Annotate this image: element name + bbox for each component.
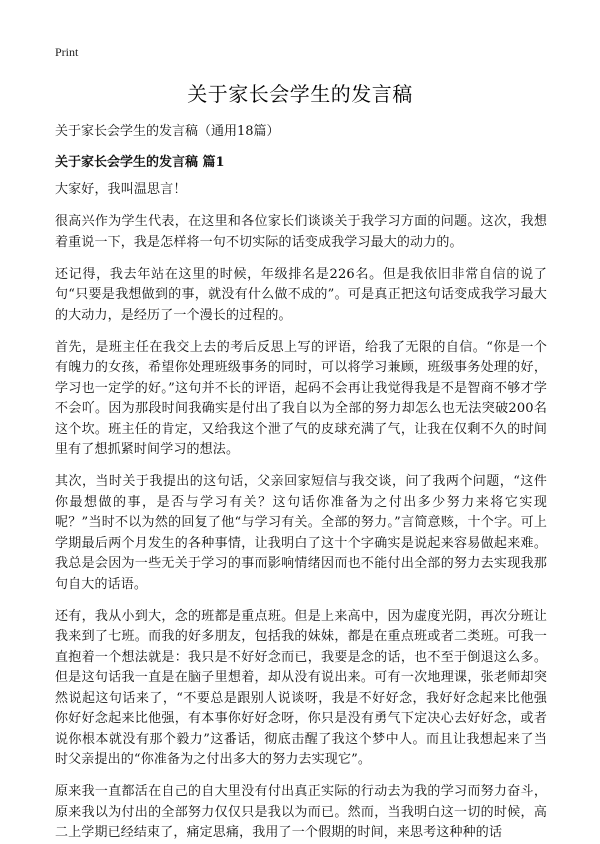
print-link[interactable]: Print [55, 45, 79, 59]
paragraph-third: 还有，我从小到大，念的班都是重点班。但是上来高中，因为虚度光阴，再次分班让我来到了七班。而我的好多朋友，包括我的妹妹，都是在重点班或者二类班。可我一直抱着一个想法就是：我只是不好好念而已，我要是念的话，也不至于倒退这么多。但是这句话我一直是在脑子里想着，却从没有说出来。可有一次地理课，张老师却突然说起这句话来了，“不要总是跟别人说谈呀，我是不好好念，我好好念起来比他强你好好念起来比他强，有本事你好好念呀，你只是没有勇气下定决心去好好念，或者说你根本就没有那个毅力”这番话，彻底击醒了我这个梦中人。而且让我想起来了当时父亲提出的“你准备为之付出多大的努力去实现它”。 [55, 608, 547, 767]
paragraph-fourth: 原来我一直都活在自己的自大里没有付出真正实际的行动去为我的学习而努力奋斗，原来我以为付出的全部努力仅仅只是我以为而已。然而，当我明白这一切的时候，高二上学期已经结束了，痛定思痛，我用了一个假期的时间，来思考这种种的话 [55, 784, 547, 840]
article-body [55, 180, 547, 844]
paragraph-intro: 很高兴作为学生代表，在这里和各位家长们谈谈关于我学习方面的问题。这次，我想着重说一下，我是怎样将一句不切实际的话变成我学习最大的动力的。 [55, 214, 547, 250]
paragraph-first: 首先，是班主任在我交上去的考后反思上写的评语，给我了无限的自信。“你是一个有魄力的女孩，希望你处理班级事务的同时，可以将学习兼顾，班级事务处理的好，学习也一定学的好。”这句并不长的评语，起码不会再让我觉得我是不是智商不够才学不会吖。因为那段时间我确实是付出了我自以为全部的努力却怎么也无法突破200名这个坎。班主任的肯定，又给我这个泄了气的皮球充满了气，让我在仅剩不久的时间里有了想抓紧时间学习的想法。 [55, 339, 547, 457]
paragraph-second: 其次，当时关于我提出的这句话，父亲回家短信与我交谈，问了我两个问题，“这件你最想做的事，是否与学习有关？这句话你准备为之付出多少努力来将它实现呢？”当时不以为然的回复了他“与学习有关。全部的努力。”言简意赅，十个字。可上学期最后两个月发生的各种事情，让我明白了这十个字确实是说起来容易做起来难。我总是会因为一些无关于学习的事而影响情绪因而也不能付出全部的努力去实现我那句自大的话语。 [55, 474, 547, 592]
page-title: 关于家长会学生的发言稿 [187, 82, 413, 106]
paragraph-memory: 还记得，我去年站在这里的时候，年级排名是226名。但是我依旧非常自信的说了句“只要是我想做到的事，就没有什么做不成的”。可是真正把这句话变成我学习最大的大动力，是经历了一个漫长的过程的。 [55, 266, 547, 323]
paragraph-greeting: 大家好，我叫温思言！ [55, 182, 187, 197]
document-subtitle: 关于家长会学生的发言稿（通用18篇） [55, 124, 280, 139]
section-heading: 关于家长会学生的发言稿 篇1 [55, 155, 225, 170]
